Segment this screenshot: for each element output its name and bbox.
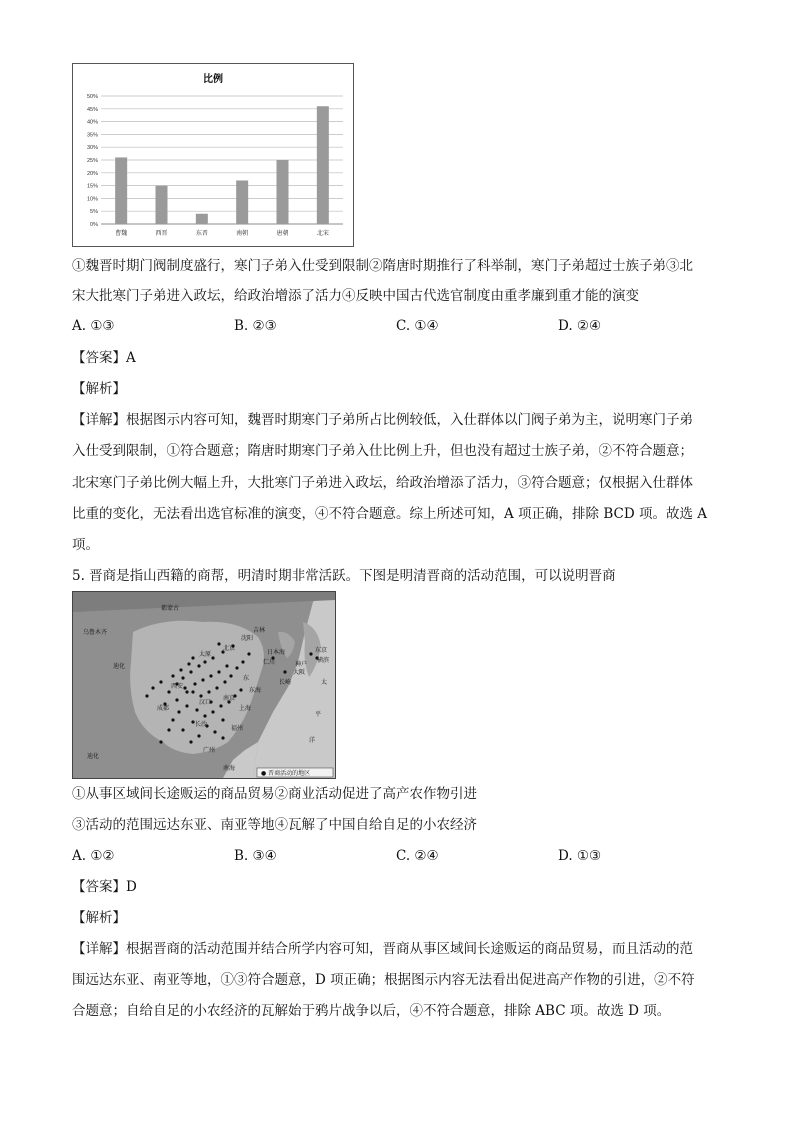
map-dot — [211, 710, 214, 713]
q4-detail-line-5: 项。 — [72, 537, 99, 553]
q4-statement-line-2: 宋大批寒门子弟进入政坛，给政治增添了活力④反映中国古代选官制度由重孝廉到重才能的演变 — [72, 288, 639, 304]
chart-bar — [317, 106, 329, 224]
map-dot — [223, 680, 226, 683]
map-dot — [219, 704, 222, 707]
chart-bar — [156, 186, 168, 224]
q5-statement-line-2: ③活动的范围远达东亚、南亚等地④瓦解了中国自给自足的小农经济 — [72, 817, 477, 833]
map-dot — [215, 686, 218, 689]
map-dot — [209, 674, 212, 677]
chart-y-tick-label: 50% — [86, 94, 98, 100]
map-label-hankou: 汉口 — [199, 699, 212, 706]
map-label-mongolia: 都蒙古 — [161, 605, 180, 612]
map-legend: ● 晋商活动的地区 — [261, 770, 311, 777]
map-dot — [211, 656, 214, 659]
map-dot — [171, 718, 174, 721]
map-dot — [181, 728, 184, 731]
map-dot — [179, 668, 182, 671]
map-label-south-sea: 南海 — [223, 765, 236, 772]
chart-y-tick-label: 30% — [86, 145, 98, 152]
map-dot — [239, 688, 242, 691]
q5-analysis-heading: 【解析】 — [72, 910, 126, 926]
map-label-pacific-3: 洋 — [309, 737, 316, 744]
map-label-yokohama: 横滨 — [317, 657, 330, 664]
map-dot — [221, 736, 224, 739]
q4-options — [72, 318, 712, 334]
q4-option-c[interactable]: C. ①④ — [396, 318, 439, 334]
q4-option-b[interactable]: B. ②③ — [234, 318, 277, 334]
map-label-guangzhou: 广州 — [203, 747, 216, 754]
map-label-pacific-1: 太 — [321, 679, 328, 686]
q5-statement-line-1: ①从事区域间长途贩运的商品贸易②商业活动促进了高产农作物引进 — [72, 786, 477, 802]
map-dot — [217, 670, 220, 673]
map-label-jilin: 吉林 — [253, 627, 266, 634]
map-label-urumqi: 乌鲁木齐 — [83, 629, 108, 636]
chart-bar — [196, 214, 208, 224]
map-dot — [193, 682, 196, 685]
map-dot — [283, 670, 286, 673]
map-dot — [217, 642, 220, 645]
q4-statement-line-1: ①魏晋时期门阀制度盛行，寒门子弟入仕受到限制②隋唐时期推行了科举制，寒门子弟超过士族子弟③北 — [72, 258, 693, 274]
q4-option-d[interactable]: D. ②④ — [558, 318, 602, 334]
map-label-incheon: 仁川 — [263, 659, 276, 666]
chart-y-tick-label: 20% — [86, 170, 98, 177]
map-label-chengdu: 成都 — [157, 705, 170, 712]
chart-x-tick-label: 西晋 — [155, 230, 168, 237]
map-dot — [185, 704, 188, 707]
q5-option-a[interactable]: A. ①② — [72, 848, 115, 864]
proportion-bar-chart — [72, 63, 354, 247]
map-label-nagasaki: 长崎 — [279, 679, 292, 686]
chart-x-tick-label: 南朝 — [236, 230, 249, 237]
map-dot — [159, 740, 162, 743]
chart-bar — [277, 160, 289, 224]
map-label-changsha: 长沙 — [195, 721, 208, 728]
map-dot — [197, 664, 200, 667]
map-dot — [235, 666, 238, 669]
map-dot — [167, 728, 170, 731]
map-dot — [201, 678, 204, 681]
map-label-osaka: 大阪 — [293, 669, 306, 676]
q5-detail-line-1: 【详解】根据晋商的活动范围并结合所学内容可知，晋商从事区域间长途贩运的商品贸易，而且活动的范 — [72, 941, 693, 957]
q4-option-a[interactable]: A. ①③ — [72, 318, 115, 334]
map-dot — [185, 690, 188, 693]
chart-y-tick-label: 15% — [86, 183, 98, 190]
map-dot — [175, 698, 178, 701]
map-dot — [183, 686, 186, 689]
map-dot — [195, 708, 198, 711]
map-label-shanghai: 上海 — [239, 705, 252, 712]
map-dot — [197, 734, 200, 737]
q4-answer: 【答案】A — [72, 350, 136, 366]
map-dot — [151, 686, 154, 689]
map-label-east-sea: 东海 — [249, 687, 262, 694]
map-dot — [199, 694, 202, 697]
map-dot — [167, 690, 170, 693]
chart-y-tick-label: 45% — [86, 106, 98, 113]
map-dot — [189, 670, 192, 673]
q4-analysis-heading: 【解析】 — [72, 381, 126, 397]
q5-option-c[interactable]: C. ②④ — [396, 848, 439, 864]
chart-y-tick-label: 25% — [86, 158, 98, 164]
q5-detail-line-2: 围远达东亚、南亚等地，①③符合题意，D 项正确；根据图示内容无法看出促进高产作物的引进，②不符 — [72, 972, 695, 988]
map-label-pacific-2: 平 — [315, 711, 322, 718]
map-label-xian: 西安 — [171, 683, 184, 690]
map-dot — [309, 652, 312, 655]
q4-detail-line-3: 北宋寒门子弟比例大幅上升，大批寒门子弟进入政坛，给政治增添了活力，③符合题意；仅根据入仕群体 — [72, 475, 693, 491]
chart-x-tick-label: 曹魏 — [115, 230, 128, 237]
q5-answer: 【答案】D — [72, 879, 137, 895]
map-dot — [207, 690, 210, 693]
q4-detail-line-1: 【详解】根据图示内容可知，魏晋时期寒门子弟所占比例较低，入仕群体以门阀子弟为主，说明寒门子弟 — [72, 412, 693, 428]
map-dot — [229, 674, 232, 677]
map-dot — [189, 740, 192, 743]
chart-title: 比例 — [203, 74, 223, 85]
map-dot — [221, 718, 224, 721]
map-label-beijing: 北京 — [223, 645, 236, 652]
q5-detail-line-3: 合题意；自给自足的小农经济的瓦解始于鸦片战争以后，④不符合题意，排除 ABC 项。故选 D 项。 — [72, 1003, 671, 1019]
q4-detail-line-2: 入仕受到限制，①符合题意；隋唐时期寒门子弟入仕比例上升，但也没有超过士族子弟，②不符合题意； — [72, 443, 693, 459]
map-label-taiyuan: 太原 — [199, 651, 212, 658]
map-label-tokyo: 东京 — [315, 647, 328, 654]
map-dot — [241, 660, 244, 663]
map-dot — [159, 680, 162, 683]
chart-x-tick-label: 北宋 — [316, 230, 329, 237]
map-dot — [171, 674, 174, 677]
map-svg — [73, 592, 335, 778]
map-label-kobe: 神户 — [295, 661, 308, 668]
jin-merchant-activity-map — [72, 591, 336, 779]
map-dot — [203, 660, 206, 663]
chart-y-tick-label: 35% — [86, 132, 98, 139]
map-dot — [191, 690, 194, 693]
map-label-nanjing: 南京 — [223, 695, 236, 702]
chart-y-tick-label: 0% — [90, 222, 98, 228]
chart-y-tick-label: 40% — [86, 119, 98, 126]
map-dot — [247, 652, 250, 655]
q5-options — [72, 848, 712, 864]
chart-x-tick-label: 东晋 — [195, 230, 208, 237]
map-dot — [177, 710, 180, 713]
map-label-sea-of-japan: 日本海 — [267, 649, 286, 656]
map-dot — [225, 664, 228, 667]
map-dot — [187, 662, 190, 665]
map-label-east: 东 — [243, 675, 250, 682]
chart-y-tick-label: 5% — [90, 209, 98, 216]
q5-option-b[interactable]: B. ③④ — [234, 848, 277, 864]
chart-y-tick-label: 10% — [86, 196, 98, 203]
map-label-shenyang: 沈阳 — [241, 635, 254, 642]
map-label-dihua-2: 迪化 — [87, 753, 100, 760]
map-dot — [203, 714, 206, 717]
q4-detail-line-4: 比重的变化，无法看出选官标准的演变，④不符合题意。综上所述可知，A 项正确，排除 BCD 项。故选 A — [72, 506, 707, 522]
chart-svg — [73, 64, 353, 246]
map-dot — [213, 730, 216, 733]
chart-bar — [115, 157, 127, 224]
chart-bar — [236, 180, 248, 224]
map-label-dihua: 迪化 — [113, 663, 126, 670]
q5-stem: 5. 晋商是指山西籍的商帮，明清时期非常活跃。下图是明清晋商的活动范围，可以说明晋商 — [72, 568, 616, 584]
map-dot — [145, 694, 148, 697]
map-dot — [181, 676, 184, 679]
chart-x-tick-label: 唐朝 — [276, 230, 289, 237]
q5-option-d[interactable]: D. ①③ — [558, 848, 602, 864]
map-dot — [191, 656, 194, 659]
map-label-fuzhou: 福州 — [231, 725, 244, 732]
